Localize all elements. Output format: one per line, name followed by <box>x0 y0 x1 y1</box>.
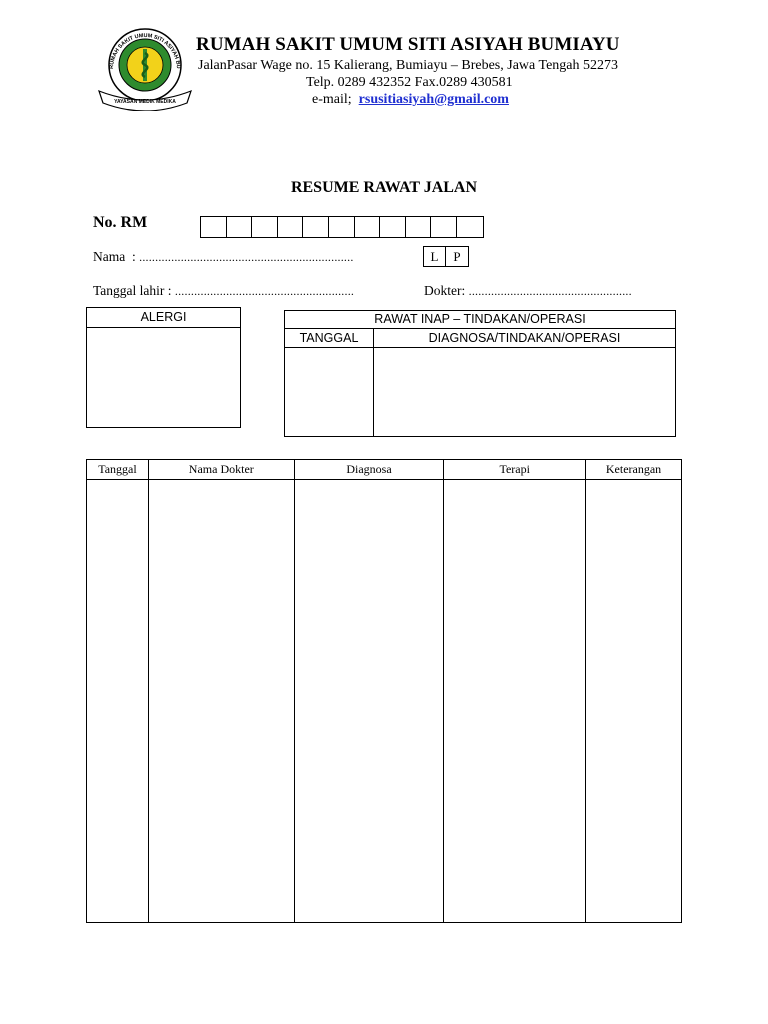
terapi-cell[interactable] <box>444 480 586 923</box>
rawat-inap-title: RAWAT INAP – TINDAKAN/OPERASI <box>285 311 675 329</box>
hospital-name: RUMAH SAKIT UMUM SITI ASIYAH BUMIAYU <box>196 34 620 55</box>
alergi-title: ALERGI <box>87 308 240 328</box>
dokter-field[interactable]: ................................................... <box>468 284 632 298</box>
rawat-inap-tanggal-field[interactable] <box>285 348 374 436</box>
rm-digit-box[interactable] <box>406 217 432 237</box>
gender-l-box[interactable]: L <box>424 247 446 266</box>
no-rm-boxes[interactable] <box>200 216 484 238</box>
rm-digit-box[interactable] <box>303 217 329 237</box>
col-nama-dokter: Nama Dokter <box>148 460 294 480</box>
logo-ribbon-text: YAYASAN MEDIK MEDIKA <box>114 99 176 105</box>
keterangan-cell[interactable] <box>586 480 682 923</box>
hospital-phone: Telp. 0289 432352 Fax.0289 430581 <box>306 75 513 90</box>
alergi-box <box>86 307 241 428</box>
rm-digit-box[interactable] <box>431 217 457 237</box>
email-link[interactable]: rsusitiasiyah@gmail.com <box>358 92 509 107</box>
rm-digit-box[interactable] <box>380 217 406 237</box>
rm-digit-box[interactable] <box>329 217 355 237</box>
email-label: e-mail; <box>312 92 352 107</box>
visit-table <box>86 459 682 923</box>
diagnosa-cell[interactable] <box>294 480 444 923</box>
rm-digit-box[interactable] <box>278 217 304 237</box>
gender-boxes <box>423 246 469 267</box>
dokter-row <box>424 283 632 299</box>
nama-row <box>93 249 354 265</box>
rawat-inap-col-tanggal: TANGGAL <box>285 329 374 347</box>
tanggal-cell[interactable] <box>87 480 149 923</box>
col-diagnosa: Diagnosa <box>294 460 444 480</box>
dokter-label: Dokter: <box>424 283 466 298</box>
rm-digit-box[interactable] <box>457 217 483 237</box>
nama-dokter-cell[interactable] <box>148 480 294 923</box>
table-header-row <box>87 460 682 480</box>
document-title: RESUME RAWAT JALAN <box>290 179 478 196</box>
hospital-email-row <box>312 92 509 108</box>
tgl-lahir-label: Tanggal lahir : <box>93 283 172 298</box>
nama-label: Nama <box>93 249 126 264</box>
nama-field[interactable]: ................................................................... <box>139 250 354 264</box>
col-tanggal: Tanggal <box>87 460 149 480</box>
nama-sep: : <box>131 249 136 264</box>
rm-digit-box[interactable] <box>201 217 227 237</box>
alergi-field[interactable] <box>87 328 240 427</box>
rawat-inap-body <box>285 348 675 436</box>
rawat-inap-header <box>285 329 675 348</box>
hospital-address: JalanPasar Wage no. 15 Kalierang, Bumiayu – Brebes, Jawa Tengah 52273 <box>198 58 618 73</box>
tgl-lahir-field[interactable]: ........................................................ <box>174 284 355 298</box>
table-row <box>87 480 682 923</box>
rawat-inap-col-diagnosa: DIAGNOSA/TINDAKAN/OPERASI <box>428 331 621 345</box>
rawat-inap-box <box>284 310 676 437</box>
col-keterangan: Keterangan <box>586 460 682 480</box>
rm-digit-box[interactable] <box>252 217 278 237</box>
col-terapi: Terapi <box>444 460 586 480</box>
rm-digit-box[interactable] <box>355 217 381 237</box>
gender-p-box[interactable]: P <box>453 249 461 264</box>
hospital-logo <box>93 25 197 111</box>
no-rm-label: No. RM <box>93 214 148 231</box>
rawat-inap-diagnosa-field[interactable] <box>374 348 675 436</box>
logo-ring-text: RUMAH SAKIT UMUM SITI ASIYAH BU <box>108 32 182 70</box>
rm-digit-box[interactable] <box>227 217 253 237</box>
tgl-lahir-row <box>93 283 354 299</box>
